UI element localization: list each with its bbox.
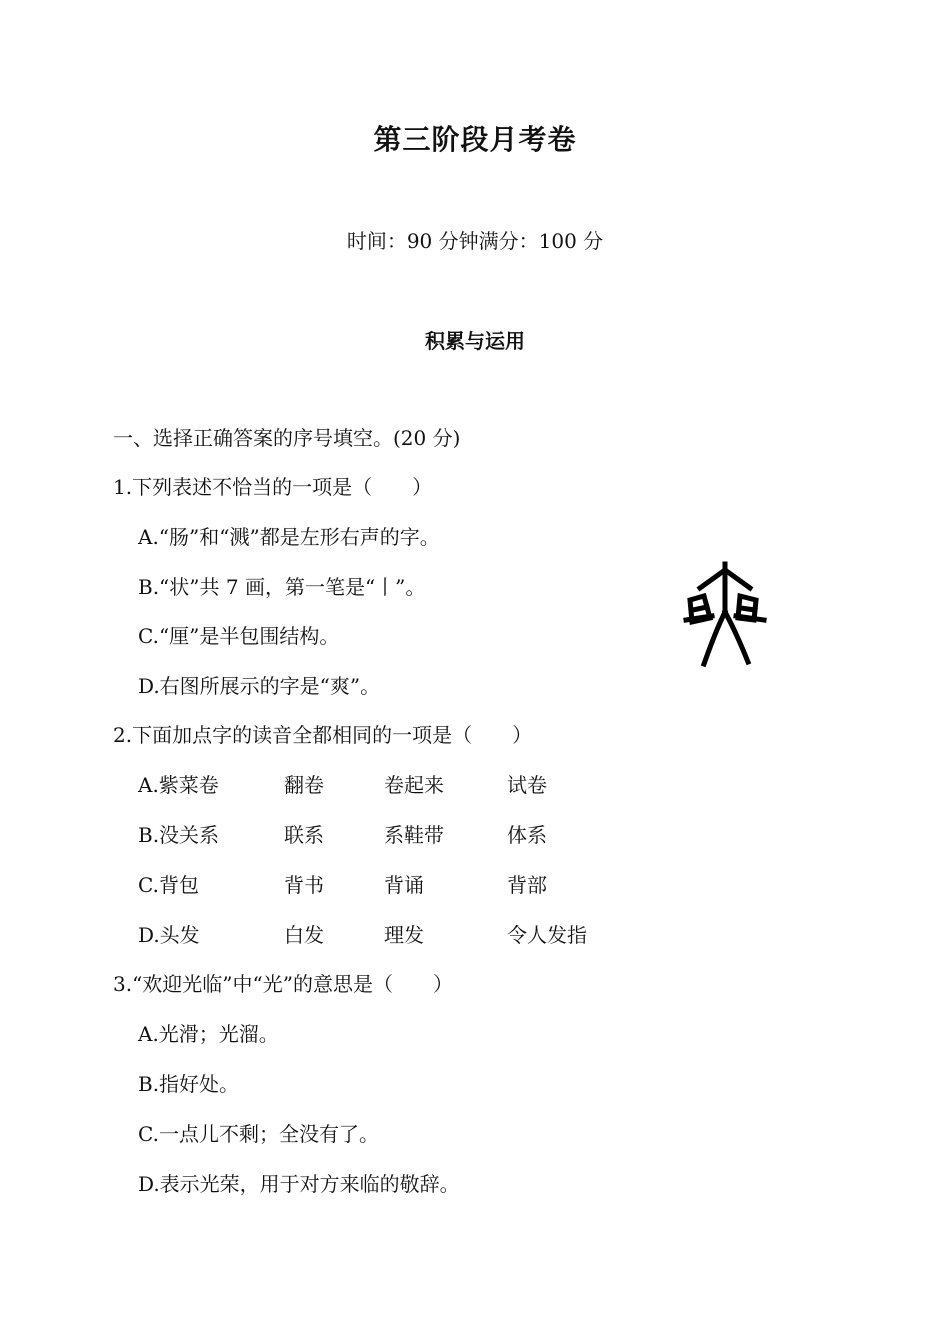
q2-cell: 令人发指: [507, 923, 587, 947]
q1-stem: 1.下列表述不恰当的一项是（ ）: [113, 475, 433, 499]
q2-stem: 2.下面加点字的读音全都相同的一项是（ ）: [113, 723, 533, 747]
q3-option-d: D.表示光荣，用于对方来临的敬辞。: [138, 1172, 460, 1196]
q2-cell: 白发: [284, 923, 324, 947]
q2-cell: 体系: [507, 823, 547, 847]
q2-cell: 理发: [384, 923, 424, 947]
q1-option-a: A.“肠”和“溅”都是左形右声的字。: [138, 525, 440, 549]
q3-stem: 3.“欢迎光临”中“光”的意思是（ ）: [113, 972, 453, 996]
q3-option-b: B.指好处。: [138, 1072, 240, 1096]
q2-cell: 背书: [284, 873, 324, 897]
q2-cell: C.背包: [138, 873, 199, 897]
q1-option-d: D.右图所展示的字是“爽”。: [138, 674, 381, 698]
q3-option-c: C.一点儿不剩；全没有了。: [138, 1122, 379, 1146]
q2-cell: 背诵: [384, 873, 424, 897]
q1-option-b: B.“状”共 7 画，第一笔是“丨”。: [138, 575, 426, 599]
part1-heading: 一、选择正确答案的序号填空。(20 分): [113, 426, 461, 450]
q2-cell: 试卷: [507, 773, 547, 797]
exam-time-info: 时间：90 分钟满分：100 分: [346, 229, 604, 253]
q2-cell: 背部: [507, 873, 547, 897]
ancient-script-shuang-icon: [682, 560, 768, 668]
q2-cell: B.没关系: [138, 823, 220, 847]
q2-cell: 系鞋带: [384, 823, 444, 847]
section-heading: 积累与运用: [425, 329, 525, 353]
q2-cell: A.紫菜卷: [138, 773, 219, 797]
q2-cell: 翻卷: [284, 773, 324, 797]
q2-cell: 联系: [284, 823, 324, 847]
page-title: 第三阶段月考卷: [373, 123, 577, 156]
q2-cell: 卷起来: [384, 773, 444, 797]
q1-option-c: C.“厘”是半包围结构。: [138, 624, 340, 648]
q3-option-a: A.光滑；光溜。: [138, 1022, 279, 1046]
q2-cell: D.头发: [138, 923, 200, 947]
